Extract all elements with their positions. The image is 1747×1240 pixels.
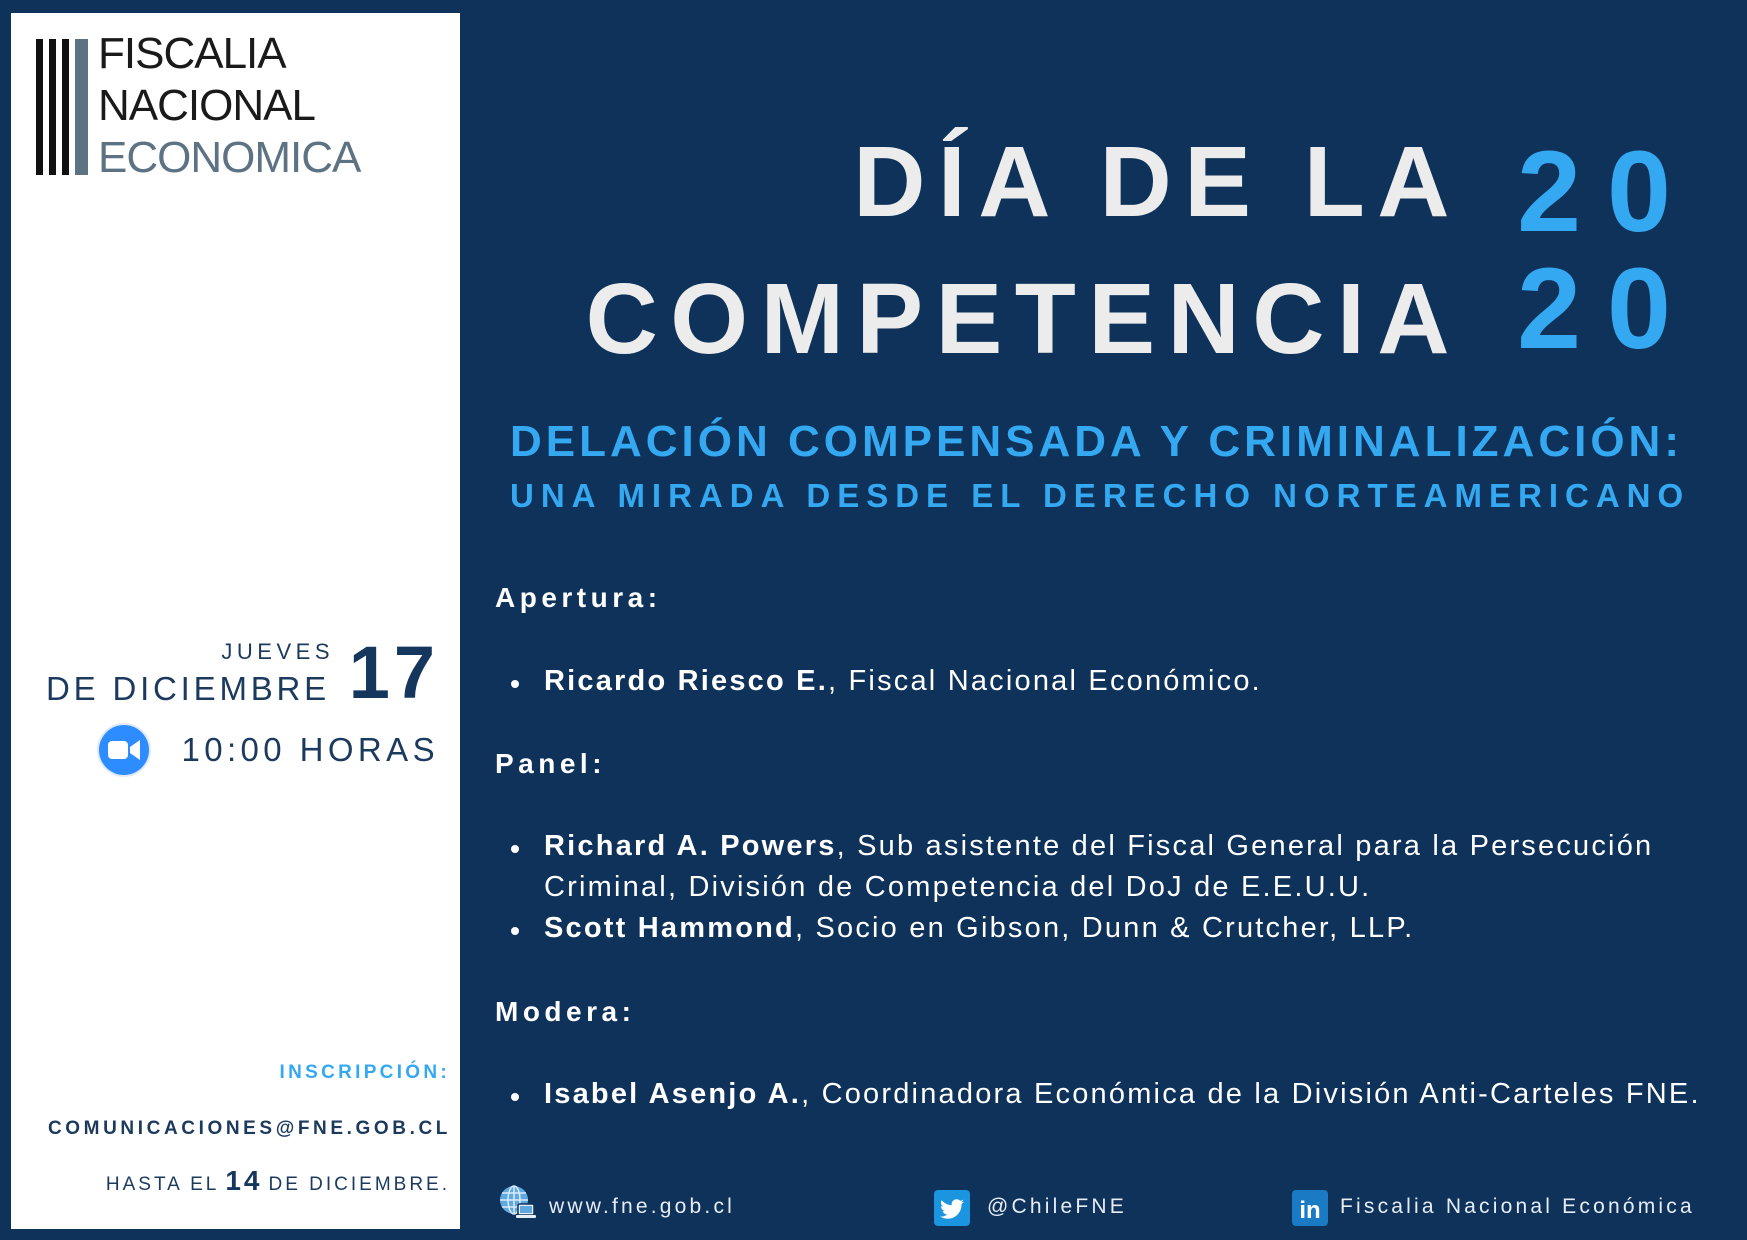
website-link[interactable]: www.fne.gob.cl [549,1195,736,1218]
section-heading-apertura: Apertura: [495,582,662,613]
speaker-name: Richard A. Powers [544,830,837,862]
deadline-prefix: HASTA EL [105,1174,220,1195]
left-info-panel [11,13,460,1229]
deadline-day: 14 [225,1165,263,1196]
list-bullet [511,1093,519,1101]
list-item [544,1074,1701,1115]
event-title-line-1: DÍA DE LA [853,126,1462,238]
event-title-line-2: COMPETENCIA [585,263,1462,375]
linkedin-logo-text: in [1299,1197,1321,1224]
speaker-name: Isabel Asenjo A. [544,1078,802,1110]
logo-bar [62,39,69,175]
speaker-role: , Coordinadora Económica de la División Anti-Carteles FNE. [801,1078,1701,1110]
registration-label: INSCRIPCIÓN: [279,1062,450,1083]
logo-bar [36,39,43,175]
twitter-handle-link[interactable]: @ChileFNE [987,1195,1127,1218]
section-heading-panel: Panel: [495,748,607,779]
event-day: 17 [348,631,439,714]
list-bullet [511,845,519,853]
list-item [544,826,1653,908]
event-year-part-1: 20 [1517,128,1697,256]
deadline-suffix: DE DICIEMBRE. [268,1174,450,1195]
logo-bar [49,39,56,175]
registration-deadline [106,1167,450,1201]
logo-line-fiscalia: FISCALIA [98,29,286,78]
logo-line-economica: ECONOMICA [98,133,361,182]
list-bullet [511,680,519,688]
logo-line-nacional: NACIONAL [98,81,315,130]
speaker-name: Ricardo Riesco E. [544,665,828,697]
event-subtitle-line-2: UNA MIRADA DESDE EL DERECHO NORTEAMERICANO [510,477,1691,514]
linkedin-link[interactable]: Fiscalia Nacional Económica [1340,1195,1695,1218]
event-subtitle-line-1: DELACIÓN COMPENSADA Y CRIMINALIZACIÓN: [510,417,1683,466]
speaker-name: Scott Hammond [544,912,795,944]
event-weekday: JUEVES [221,639,334,664]
list-item [544,661,1262,702]
fne-logo [11,13,460,213]
globe-computer-icon [498,1184,536,1220]
video-camera-icon [96,722,152,778]
event-time: 10:00 HORAS [181,731,439,768]
event-year-part-2: 20 [1517,245,1697,373]
event-month: DE DICIEMBRE [46,670,330,707]
speaker-role-continued: Criminal, División de Competencia del DoJ de E.E.U.U. [544,871,1372,903]
logo-bar-gray [75,39,88,175]
speaker-role: , Sub asistente del Fiscal General para la Persecución [836,830,1654,862]
linkedin-icon [1292,1190,1328,1226]
logo-wordmark [98,28,360,184]
speaker-role: , Socio en Gibson, Dunn & Crutcher, LLP. [794,912,1415,944]
list-bullet [511,927,519,935]
registration-email-link[interactable]: COMUNICACIONES@FNE.GOB.CL [47,1118,451,1139]
list-item [544,908,1414,949]
section-heading-modera: Modera: [495,996,636,1027]
twitter-icon [934,1190,970,1226]
speaker-role: , Fiscal Nacional Económico. [828,665,1262,697]
